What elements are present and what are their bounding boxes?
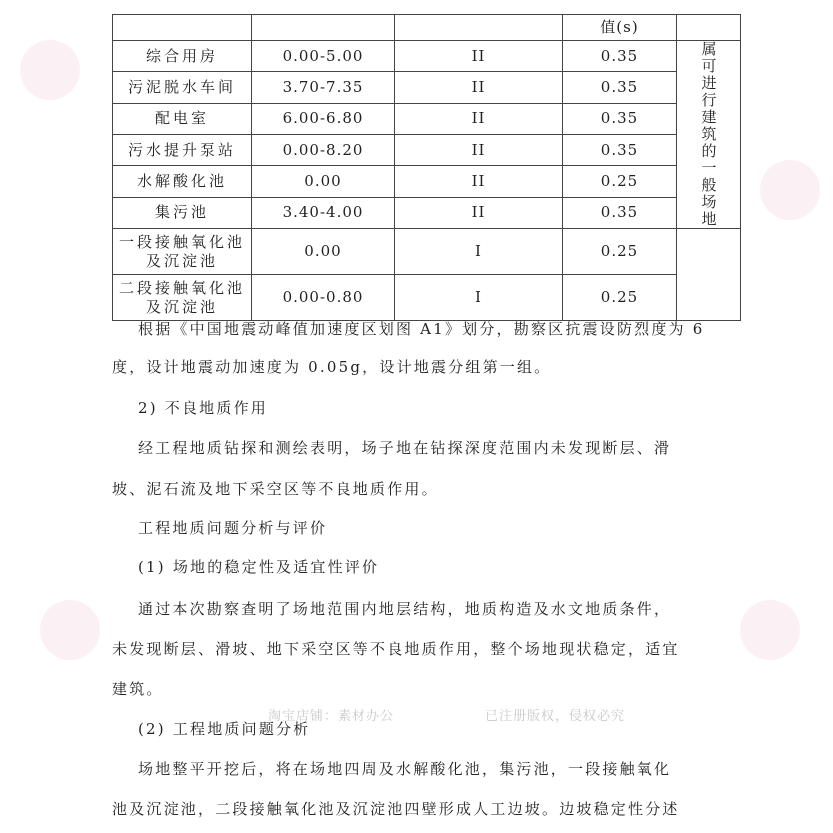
watermark-elephant-logo — [40, 600, 100, 660]
facility-name: 配电室 — [113, 103, 252, 134]
empty-cell — [677, 229, 741, 321]
elevation-range: 3.70-7.35 — [252, 72, 395, 103]
header-cell — [395, 15, 563, 41]
site-assessment-note: 属可进行建筑的一般场地 — [677, 41, 741, 229]
characteristic-period: 0.35 — [563, 134, 677, 165]
characteristic-period: 0.35 — [563, 103, 677, 134]
paragraph-stability-line-2: 未发现断层、滑坡、地下采空区等不良地质作用，整个场地现状稳定，适宜 — [112, 640, 680, 658]
characteristic-period: 0.25 — [563, 166, 677, 197]
seismic-site-table — [112, 14, 741, 321]
paragraph-seismic-line-1: 根据《中国地震动峰值加速度区划图 A1》划分，勘察区抗震设防烈度为 6 — [138, 320, 705, 338]
table-row — [113, 275, 741, 321]
site-class: II — [395, 72, 563, 103]
header-cell — [252, 15, 395, 41]
site-class: II — [395, 166, 563, 197]
site-class: II — [395, 197, 563, 228]
heading-engineering-issues: (2) 工程地质问题分析 — [138, 720, 311, 738]
paragraph-drilling-line-2: 坡、泥石流及地下采空区等不良地质作用。 — [112, 480, 439, 498]
elevation-range: 0.00-0.80 — [252, 275, 395, 321]
paragraph-drilling-line-1: 经工程地质钻探和测绘表明，场子地在钻探深度范围内未发现断层、滑 — [138, 439, 672, 457]
characteristic-period: 0.25 — [563, 275, 677, 321]
facility-name: 污水提升泵站 — [113, 134, 252, 165]
characteristic-period: 0.35 — [563, 72, 677, 103]
heading-analysis: 工程地质问题分析与评价 — [138, 519, 328, 537]
header-cell — [113, 15, 252, 41]
paragraph-slope-line-1: 场地整平开挖后，将在场地四周及水解酸化池，集污池，一段接触氧化 — [138, 760, 672, 778]
elevation-range: 0.00-8.20 — [252, 134, 395, 165]
characteristic-period: 0.35 — [563, 197, 677, 228]
site-class: II — [395, 103, 563, 134]
facility-name: 污泥脱水车间 — [113, 72, 252, 103]
table-header-row — [113, 15, 741, 41]
site-class: I — [395, 275, 563, 321]
facility-name: 综合用房 — [113, 41, 252, 72]
site-class: I — [395, 229, 563, 275]
elevation-range: 6.00-6.80 — [252, 103, 395, 134]
table-row — [113, 229, 741, 275]
watermark-shop: 淘宝店铺：素材办公 — [268, 709, 395, 724]
elevation-range: 0.00-5.00 — [252, 41, 395, 72]
site-class: II — [395, 134, 563, 165]
facility-name: 水解酸化池 — [113, 166, 252, 197]
header-cell — [677, 15, 741, 41]
heading-adverse-geology: 2) 不良地质作用 — [138, 399, 268, 417]
elevation-range: 0.00 — [252, 229, 395, 275]
elevation-range: 3.40-4.00 — [252, 197, 395, 228]
facility-name: 二段接触氧化池及沉淀池 — [113, 275, 252, 321]
site-class: II — [395, 41, 563, 72]
header-cell-period: 值(s) — [563, 15, 677, 41]
facility-name: 集污池 — [113, 197, 252, 228]
table-row — [113, 72, 741, 103]
paragraph-stability-line-1: 通过本次勘察查明了场地范围内地层结构，地质构造及水文地质条件， — [138, 600, 672, 618]
facility-name: 一段接触氧化池及沉淀池 — [113, 229, 252, 275]
table-row — [113, 41, 741, 72]
table-row — [113, 197, 741, 228]
characteristic-period: 0.35 — [563, 41, 677, 72]
characteristic-period: 0.25 — [563, 229, 677, 275]
paragraph-seismic-line-2: 度，设计地震动加速度为 0.05g，设计地震分组第一组。 — [112, 358, 552, 376]
watermark-elephant-logo — [760, 160, 820, 220]
paragraph-stability-line-3: 建筑。 — [112, 680, 164, 698]
table-row — [113, 166, 741, 197]
watermark-elephant-logo — [20, 40, 80, 100]
table-row — [113, 103, 741, 134]
elevation-range: 0.00 — [252, 166, 395, 197]
paragraph-slope-line-2: 池及沉淀池，二段接触氧化池及沉淀池四壁形成人工边坡。边坡稳定性分述 — [112, 800, 680, 818]
heading-stability: (1) 场地的稳定性及适宜性评价 — [138, 558, 380, 576]
table-row — [113, 134, 741, 165]
watermark-rights: 已注册版权，侵权必究 — [485, 709, 626, 724]
